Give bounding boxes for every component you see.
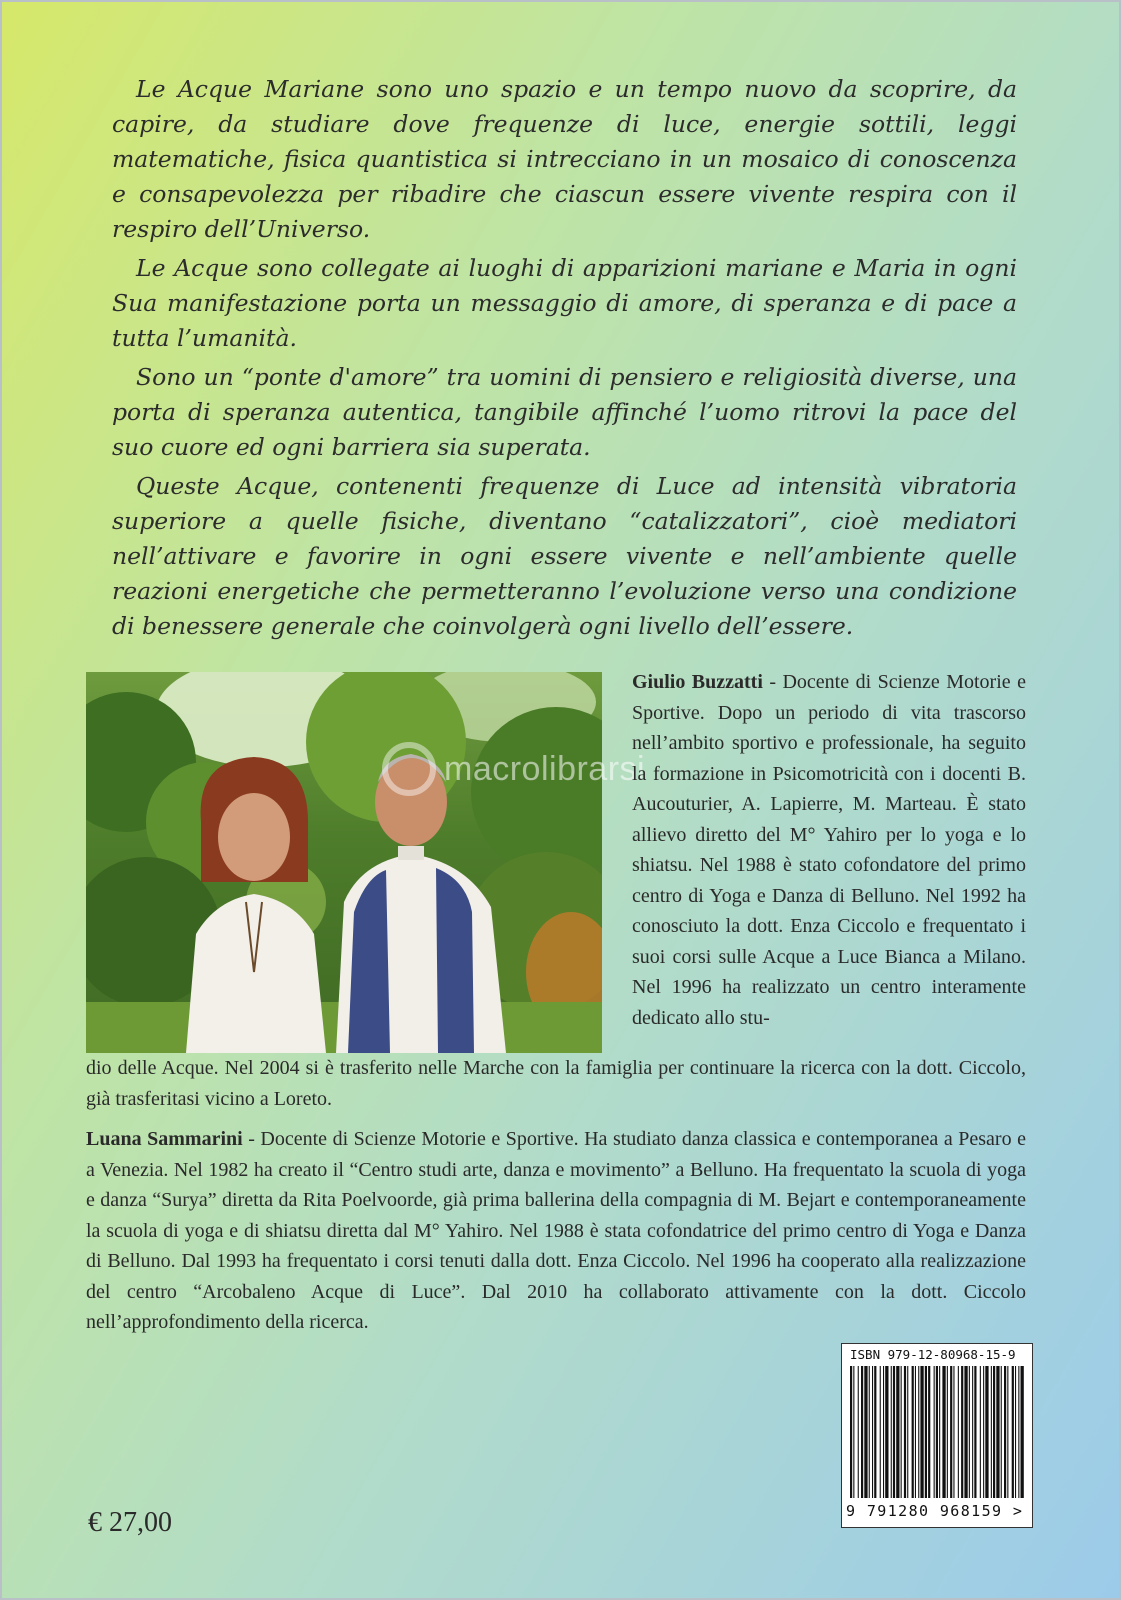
barcode-bar	[972, 1366, 973, 1498]
barcode-bar	[958, 1366, 959, 1498]
barcode-bar	[1015, 1366, 1016, 1498]
bio-giulio-text-part1: - Docente di Scienze Motorie e Sportive. Dopo un periodo di vita trascorso nell’ambito sportivo e professionale, ha seguito la formazione in Psicomotricità con i docenti B. Aucouturier, A. Lapierre, M. Marteau. È stato allievo diretto del M° Yahiro per lo yoga e lo shiatsu. Nel 1988 è stato cofondatore del primo centro di Yoga e Danza di Belluno. Nel 1992 ha conosciuto la dott. Enza Ciccolo e frequentato i suoi corsi sulle Acque a Luce Bianca a Milano. Nel 1996 ha realizzato un centro interamente dedicato allo stu-	[632, 671, 1026, 1029]
barcode-bar	[874, 1366, 876, 1498]
barcode-bar	[861, 1366, 863, 1498]
barcode-digits: 9 791280 968159 >	[846, 1502, 1024, 1520]
barcode-bar	[864, 1366, 867, 1498]
barcode-bar	[1012, 1366, 1014, 1498]
barcode-bar	[991, 1366, 992, 1498]
barcode-bar	[1021, 1366, 1024, 1498]
barcode-bar	[974, 1366, 976, 1498]
watermark-text: macrolibrarsi	[444, 750, 646, 788]
barcode-bar	[885, 1366, 888, 1498]
barcode-bar	[891, 1366, 892, 1498]
isbn-label: ISBN 979-12-80968-15-9	[850, 1347, 1016, 1362]
barcode-bar	[912, 1366, 914, 1498]
barcode-bar	[883, 1366, 884, 1498]
barcode-bar	[920, 1366, 923, 1498]
barcode-bar	[964, 1366, 967, 1498]
barcode-bar	[928, 1366, 930, 1498]
barcode-bar	[925, 1366, 927, 1498]
barcode-bar	[850, 1366, 852, 1498]
intro-paragraph-1: Le Acque Mariane sono uno spazio e un tempo nuovo da scoprire, da capire, da studiare dove frequenze di luce, energie sottili, leggi matematiche, fisica quantistica si intrecciano in un mosaico di conoscenza e consapevolezza per ribadire che ciascun essere vivente respira con il respiro dell’Universo.	[112, 75, 1017, 243]
authors-photo	[86, 672, 602, 1053]
barcode-bar	[936, 1366, 938, 1498]
barcode-bar	[950, 1366, 952, 1498]
intro-paragraph-2: Le Acque sono collegate ai luoghi di apparizioni mariane e Maria in ogni Sua manifestazione porta un messaggio di amore, di speranza e di pace a tutta l’umanità.	[112, 254, 1017, 352]
bio-luana-name: Luana Sammarini	[86, 1128, 243, 1150]
barcode-bar	[1018, 1366, 1019, 1498]
barcode-bar	[893, 1366, 895, 1498]
bio-giulio	[632, 667, 1026, 1033]
barcode-bar	[985, 1366, 988, 1498]
barcode-bar	[896, 1366, 899, 1498]
bio-luana	[86, 1124, 1026, 1338]
barcode-bar	[880, 1366, 881, 1498]
barcode-bar	[1004, 1366, 1006, 1498]
barcode-bar	[901, 1366, 902, 1498]
barcode-bar	[942, 1366, 945, 1498]
barcode-bar	[1001, 1366, 1002, 1498]
barcode-bar	[969, 1366, 970, 1498]
barcode-bar	[993, 1366, 995, 1498]
barcode-bar	[858, 1366, 859, 1498]
price: € 27,00	[88, 1507, 172, 1538]
barcode-bar	[983, 1366, 984, 1498]
barcode-bars	[848, 1366, 1026, 1500]
barcode-bar	[961, 1366, 963, 1498]
barcode-bar	[953, 1366, 954, 1498]
bio-giulio-continued: dio delle Acque. Nel 2004 si è trasferito nelle Marche con la famiglia per continuare la ricerca con la dott. Ciccolo, già trasferitasi vicino a Loreto.	[86, 1057, 1026, 1110]
barcode-bar	[872, 1366, 873, 1498]
barcode-bar	[1007, 1366, 1008, 1498]
intro-text	[112, 72, 1017, 648]
barcode-bar	[915, 1366, 916, 1498]
barcode-bar	[939, 1366, 940, 1498]
barcode-bar	[904, 1366, 906, 1498]
barcode-bar	[907, 1366, 908, 1498]
barcode-bar	[980, 1366, 981, 1498]
intro-paragraph-4: Queste Acque, contenenti frequenze di Luce ad intensità vibratoria superiore a quelle fisiche, diventano “catalizzatori”, cioè mediatori nell’attivare e favorire in ogni essere vivente e nell’ambiente quelle reazioni energetiche che permetteranno l’evoluzione verso una condizione di benessere generale che coinvolgerà ogni livello dell’essere.	[112, 472, 1017, 640]
barcode-bar	[947, 1366, 948, 1498]
barcode-bar	[996, 1366, 999, 1498]
isbn-barcode	[841, 1343, 1033, 1528]
bio-luana-text: - Docente di Scienze Motorie e Sportive. Ha studiato danza classica e contemporanea a Pesaro e a Venezia. Nel 1982 ha creato il “Centro studi arte, danza e movimento” a Belluno. Ha frequentato la scuola di yoga e danza “Surya” diretta da Rita Poelvoorde, già prima ballerina della compagnia di M. Bejart e contemporaneamente la scuola di yoga e di shiatsu diretta dal M° Yahiro. Nel 1988 è stata cofondatrice del primo centro di Yoga e Danza di Belluno. Dal 1993 ha frequentato i corsi tenuti dalla dott. Enza Ciccolo. Nel 1996 ha cooperato alla realizzazione del centro “Arcobaleno Acque di Luce”. Dal 2010 ha collaborato attivamente con la dott. Ciccolo nell’approfondimento della ricerca.	[86, 1128, 1026, 1333]
bio-giulio-name: Giulio Buzzatti	[632, 671, 763, 693]
barcode-bar	[918, 1366, 919, 1498]
barcode-bar	[853, 1366, 854, 1498]
barcode-bar	[934, 1366, 935, 1498]
barcode-bar	[869, 1366, 870, 1498]
intro-paragraph-3: Sono un “ponte d'amore” tra uomini di pensiero e religiosità diverse, una porta di speranza autentica, tangibile affinché l’uomo ritrovi la pace del suo cuore ed ogni barriera sia superata.	[112, 363, 1017, 461]
authors-photo-illustration	[86, 672, 602, 1053]
